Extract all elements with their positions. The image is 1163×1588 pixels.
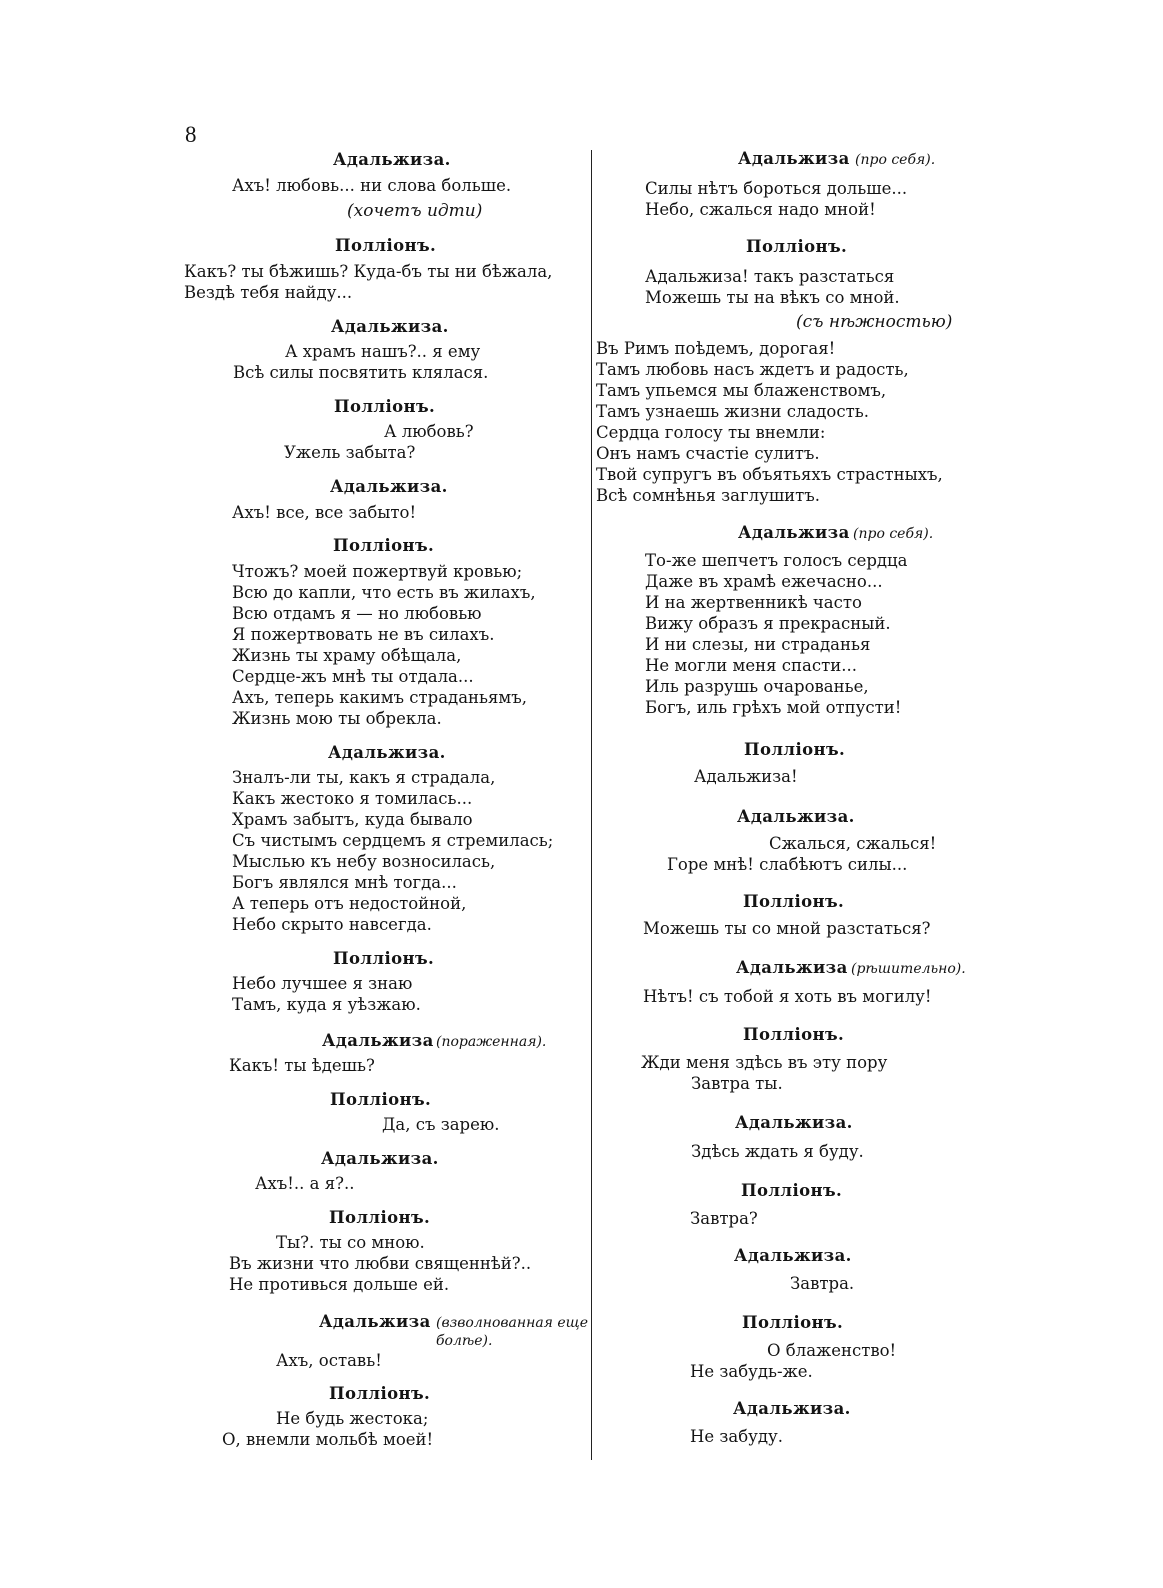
- verse-line: Зналъ-ли ты, какъ я страдала,: [232, 768, 496, 787]
- verse-line: Всю до капли, что есть въ жилахъ,: [232, 583, 536, 602]
- verse-line: Не противься дольше ей.: [229, 1275, 450, 1294]
- verse-line: Горе мнѣ! слабѣютъ силы...: [667, 855, 908, 874]
- speaker-heading: Адальжиза.: [733, 1399, 851, 1418]
- verse-line: Какъ! ты ѣдешь?: [229, 1056, 375, 1075]
- verse-line: Онъ намъ счастiе сулитъ.: [596, 444, 820, 463]
- verse-line: Въ жизни что любви священнѣй?..: [229, 1254, 532, 1273]
- verse-line: Ахъ, теперь какимъ страданьямъ,: [232, 688, 528, 707]
- speaker-heading: Поллiонъ.: [744, 740, 846, 759]
- speaker-heading: Адальжиза.: [737, 807, 855, 826]
- verse-line: Тамъ, куда я уѣзжаю.: [232, 995, 421, 1014]
- verse-line: А храмъ нашъ?.. я ему: [285, 342, 481, 361]
- speaker-heading: Адальжиза.: [734, 1246, 852, 1265]
- speaker-heading: Поллiонъ.: [742, 1313, 844, 1332]
- verse-line: Можешь ты со мной разстаться?: [643, 919, 931, 938]
- verse-line: Богъ, иль грѣхъ мой отпусти!: [645, 698, 902, 717]
- verse-line: Даже въ храмѣ ежечасно...: [645, 572, 883, 591]
- stage-direction: (пораженная).: [436, 1034, 547, 1050]
- speaker-heading: Поллiонъ.: [743, 1025, 845, 1044]
- verse-line: И на жертвенникѣ часто: [645, 593, 862, 612]
- verse-line: Съ чистымъ сердцемъ я стремилась;: [232, 831, 554, 850]
- speaker-heading: Поллiонъ.: [335, 236, 437, 255]
- verse-line: Сердце-жъ мнѣ ты отдала...: [232, 667, 474, 686]
- verse-line: Твой супругъ въ объятьяхъ страстныхъ,: [596, 465, 943, 484]
- verse-line: Ты?. ты со мною.: [276, 1233, 425, 1252]
- stage-direction: (съ нѣжностью): [796, 312, 953, 332]
- verse-line: Иль разрушь очарованье,: [645, 677, 869, 696]
- speaker-heading: Поллiонъ.: [741, 1181, 843, 1200]
- verse-line: Вездѣ тебя найду...: [184, 283, 353, 302]
- verse-line: Вижу образъ я прекрасный.: [645, 614, 891, 633]
- verse-line: Тамъ упьемся мы блаженствомъ,: [596, 381, 887, 400]
- stage-direction: (рѣшительно).: [851, 961, 966, 977]
- verse-line: Тамъ узнаешь жизни сладость.: [596, 402, 869, 421]
- speaker-heading: Поллiонъ.: [333, 536, 435, 555]
- verse-line: А любовь?: [384, 422, 474, 441]
- verse-line: Ахъ!.. а я?..: [255, 1174, 355, 1193]
- verse-line: Какъ? ты бѣжишь? Куда-бъ ты ни бѣжала,: [184, 262, 553, 281]
- verse-line: Завтра ты.: [691, 1074, 783, 1093]
- verse-line: Жди меня здѣсь въ эту пору: [641, 1053, 888, 1072]
- verse-line: Не будь жестока;: [276, 1409, 429, 1428]
- verse-line: Здѣсь ждать я буду.: [691, 1142, 864, 1161]
- column-divider: [591, 150, 592, 1460]
- verse-line: Адальжиза!: [694, 767, 798, 786]
- speaker-heading: Поллiонъ.: [743, 892, 845, 911]
- speaker-heading: Адальжиза: [736, 958, 848, 977]
- speaker-heading: Поллiонъ.: [333, 949, 435, 968]
- speaker-heading: Адальжиза: [322, 1031, 434, 1050]
- stage-direction: (хочетъ идти): [347, 201, 483, 221]
- speaker-heading: Адальжиза.: [333, 150, 451, 169]
- speaker-heading: Адальжиза.: [328, 743, 446, 762]
- speaker-heading: Поллiонъ.: [330, 1090, 432, 1109]
- verse-line: О, внемли мольбѣ моей!: [222, 1430, 434, 1449]
- verse-line: О блаженство!: [767, 1341, 897, 1360]
- verse-line: Богъ являлся мнѣ тогда...: [232, 873, 457, 892]
- verse-line: Силы нѣтъ бороться дольше...: [645, 179, 908, 198]
- speaker-heading: Адальжиза.: [735, 1113, 853, 1132]
- speaker-heading: Адальжиза: [319, 1312, 431, 1331]
- verse-line: А теперь отъ недостойной,: [232, 894, 467, 913]
- verse-line: Жизнь мою ты обрекла.: [232, 709, 442, 728]
- verse-line: Въ Римъ поѣдемъ, дорогая!: [596, 339, 836, 358]
- verse-line: Не могли меня спасти...: [645, 656, 857, 675]
- verse-line: Сердца голосу ты внемли:: [596, 423, 826, 442]
- verse-line: Мыслью къ небу возносилась,: [232, 852, 496, 871]
- verse-line: Завтра?: [690, 1209, 758, 1228]
- verse-line: Не забудь-же.: [690, 1362, 813, 1381]
- speaker-heading: Поллiонъ.: [329, 1208, 431, 1227]
- stage-direction: (про себя).: [853, 526, 934, 542]
- speaker-heading: Адальжиза: [738, 149, 850, 168]
- page-number: 8: [185, 122, 197, 147]
- verse-line: То-же шепчетъ голосъ сердца: [645, 551, 908, 570]
- verse-line: Нѣтъ! съ тобой я хоть въ могилу!: [643, 987, 932, 1006]
- verse-line: И ни слезы, ни страданья: [645, 635, 871, 654]
- verse-line: Можешь ты на вѣкъ со мной.: [645, 288, 900, 307]
- verse-line: Небо скрыто навсегда.: [232, 915, 432, 934]
- verse-line: Небо лучшее я знаю: [232, 974, 413, 993]
- speaker-heading: Поллiонъ.: [329, 1384, 431, 1403]
- verse-line: Ахъ, оставь!: [276, 1351, 382, 1370]
- verse-line: Всю отдамъ я — но любовью: [232, 604, 482, 623]
- verse-line: Небо, сжалься надо мной!: [645, 200, 876, 219]
- verse-line: Ахъ! все, все забыто!: [232, 503, 417, 522]
- verse-line: Не забуду.: [690, 1427, 783, 1446]
- verse-line: Я пожертвовать не въ силахъ.: [232, 625, 495, 644]
- speaker-heading: Поллiонъ.: [746, 237, 848, 256]
- stage-direction: (про себя).: [855, 152, 936, 168]
- verse-line: Всѣ сомнѣнья заглушитъ.: [596, 486, 821, 505]
- speaker-heading: Адальжиза.: [331, 317, 449, 336]
- speaker-heading: Адальжиза.: [330, 477, 448, 496]
- verse-line: Ахъ! любовь... ни слова больше.: [232, 176, 512, 195]
- verse-line: Сжалься, сжалься!: [769, 834, 937, 853]
- verse-line: Какъ жестоко я томилась...: [232, 789, 473, 808]
- verse-line: Ужель забыта?: [284, 443, 416, 462]
- speaker-heading: Адальжиза: [738, 523, 850, 542]
- speaker-heading: Адальжиза.: [321, 1149, 439, 1168]
- verse-line: Жизнь ты храму обѣщала,: [232, 646, 462, 665]
- stage-direction: болѣе).: [436, 1333, 493, 1349]
- stage-direction: (взволнованная еще: [436, 1315, 588, 1331]
- verse-line: Тамъ любовь насъ ждетъ и радость,: [596, 360, 909, 379]
- verse-line: Адальжиза! такъ разстаться: [645, 267, 895, 286]
- verse-line: Всѣ силы посвятить клялася.: [233, 363, 489, 382]
- speaker-heading: Поллiонъ.: [334, 397, 436, 416]
- verse-line: Чтожъ? моей пожертвуй кровью;: [232, 562, 523, 581]
- verse-line: Храмъ забытъ, куда бывало: [232, 810, 473, 829]
- verse-line: Завтра.: [790, 1274, 855, 1293]
- verse-line: Да, съ зарею.: [382, 1115, 500, 1134]
